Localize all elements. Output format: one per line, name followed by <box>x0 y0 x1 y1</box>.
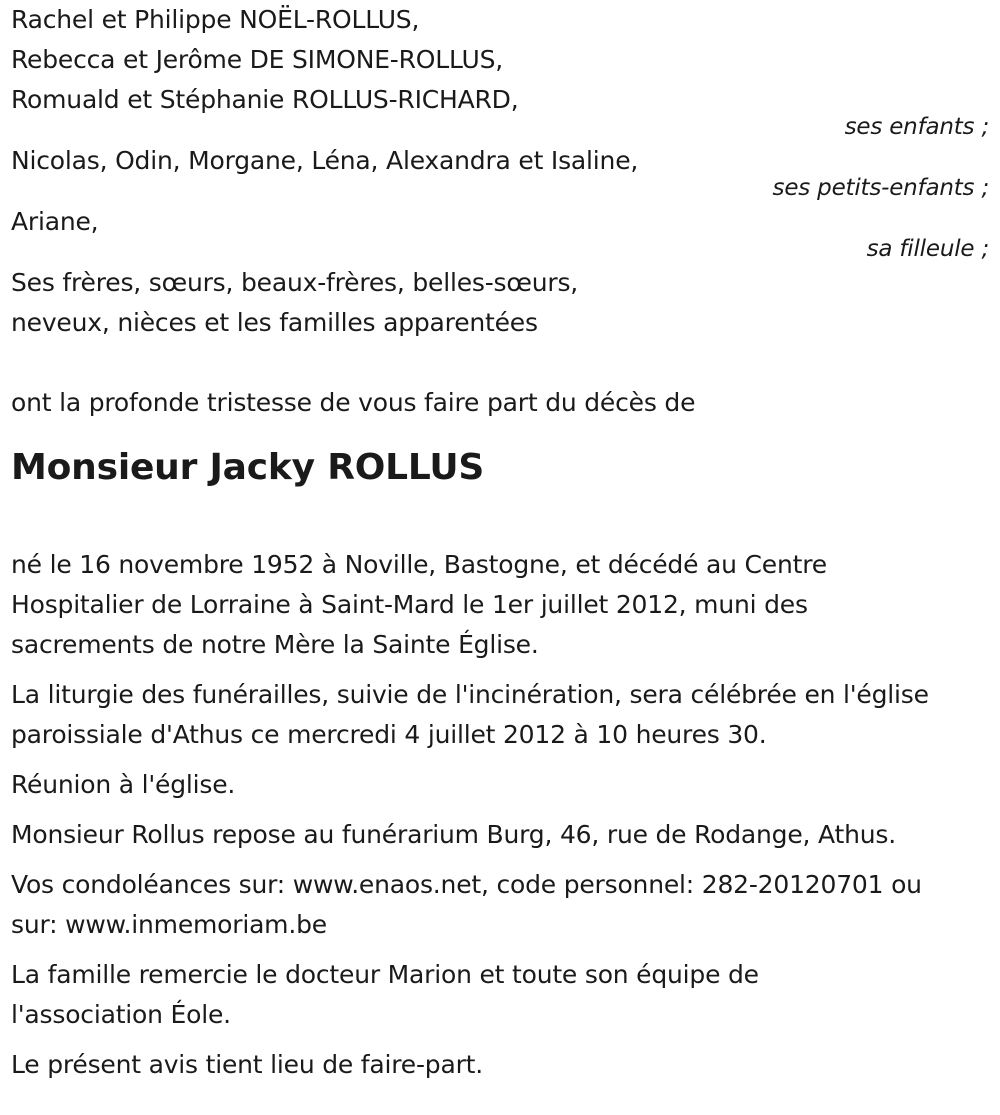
paragraph-line: Vos condoléances sur: www.enaos.net, code personnel: 282-20120701 ou <box>11 870 922 899</box>
thanks-paragraph <box>11 955 991 1035</box>
notice-paragraph <box>11 1045 991 1085</box>
paragraph-line: paroissiale d'Athus ce mercredi 4 juillet 2012 à 10 heures 30. <box>11 720 767 749</box>
grandchildren-group <box>11 141 991 200</box>
paragraph-line: né le 16 novembre 1952 à Noville, Bastogne, et décédé au Centre <box>11 550 827 579</box>
paragraph-line: La famille remercie le docteur Marion et toute son équipe de <box>11 960 759 989</box>
paragraph-line: Réunion à l'église. <box>11 770 236 799</box>
meeting-paragraph <box>11 765 991 805</box>
goddaughter-line: Ariane, <box>11 207 99 236</box>
child-line: Rachel et Philippe NOËL-ROLLUS, <box>11 5 420 34</box>
siblings-group <box>11 263 991 343</box>
goddaughter-role: sa filleule ; <box>866 236 989 262</box>
child-line: Rebecca et Jerôme DE SIMONE-ROLLUS, <box>11 45 503 74</box>
paragraph-line: La liturgie des funérailles, suivie de l'incinération, sera célébrée en l'église <box>11 680 929 709</box>
paragraph-line: Le présent avis tient lieu de faire-part. <box>11 1050 484 1079</box>
paragraph-line: sur: www.inmemoriam.be <box>11 910 327 939</box>
liturgy-paragraph <box>11 675 991 755</box>
children-group <box>11 0 991 139</box>
children-role: ses enfants ; <box>844 114 989 140</box>
announcement-text: ont la profonde tristesse de vous faire part du décès de <box>11 388 696 417</box>
paragraph-line: sacrements de notre Mère la Sainte Église. <box>11 630 539 659</box>
goddaughter-group <box>11 202 991 261</box>
deceased-name: Monsieur Jacky ROLLUS <box>11 447 485 488</box>
paragraph-line: l'association Éole. <box>11 1000 231 1029</box>
siblings-line: neveux, nièces et les familles apparentées <box>11 308 538 337</box>
condolences-paragraph <box>11 865 991 945</box>
paragraph-line: Monsieur Rollus repose au funérarium Burg, 46, rue de Rodange, Athus. <box>11 820 896 849</box>
birth-death-paragraph <box>11 545 991 665</box>
spacer <box>11 343 991 383</box>
grandchildren-role: ses petits-enfants ; <box>772 175 989 201</box>
obituary-notice <box>11 0 991 1095</box>
rest-paragraph <box>11 815 991 855</box>
siblings-line: Ses frères, sœurs, beaux-frères, belles-sœurs, <box>11 268 579 297</box>
paragraph-line: Hospitalier de Lorraine à Saint-Mard le 1er juillet 2012, muni des <box>11 590 808 619</box>
grandchildren-line: Nicolas, Odin, Morgane, Léna, Alexandra et Isaline, <box>11 146 639 175</box>
child-line: Romuald et Stéphanie ROLLUS-RICHARD, <box>11 85 519 114</box>
